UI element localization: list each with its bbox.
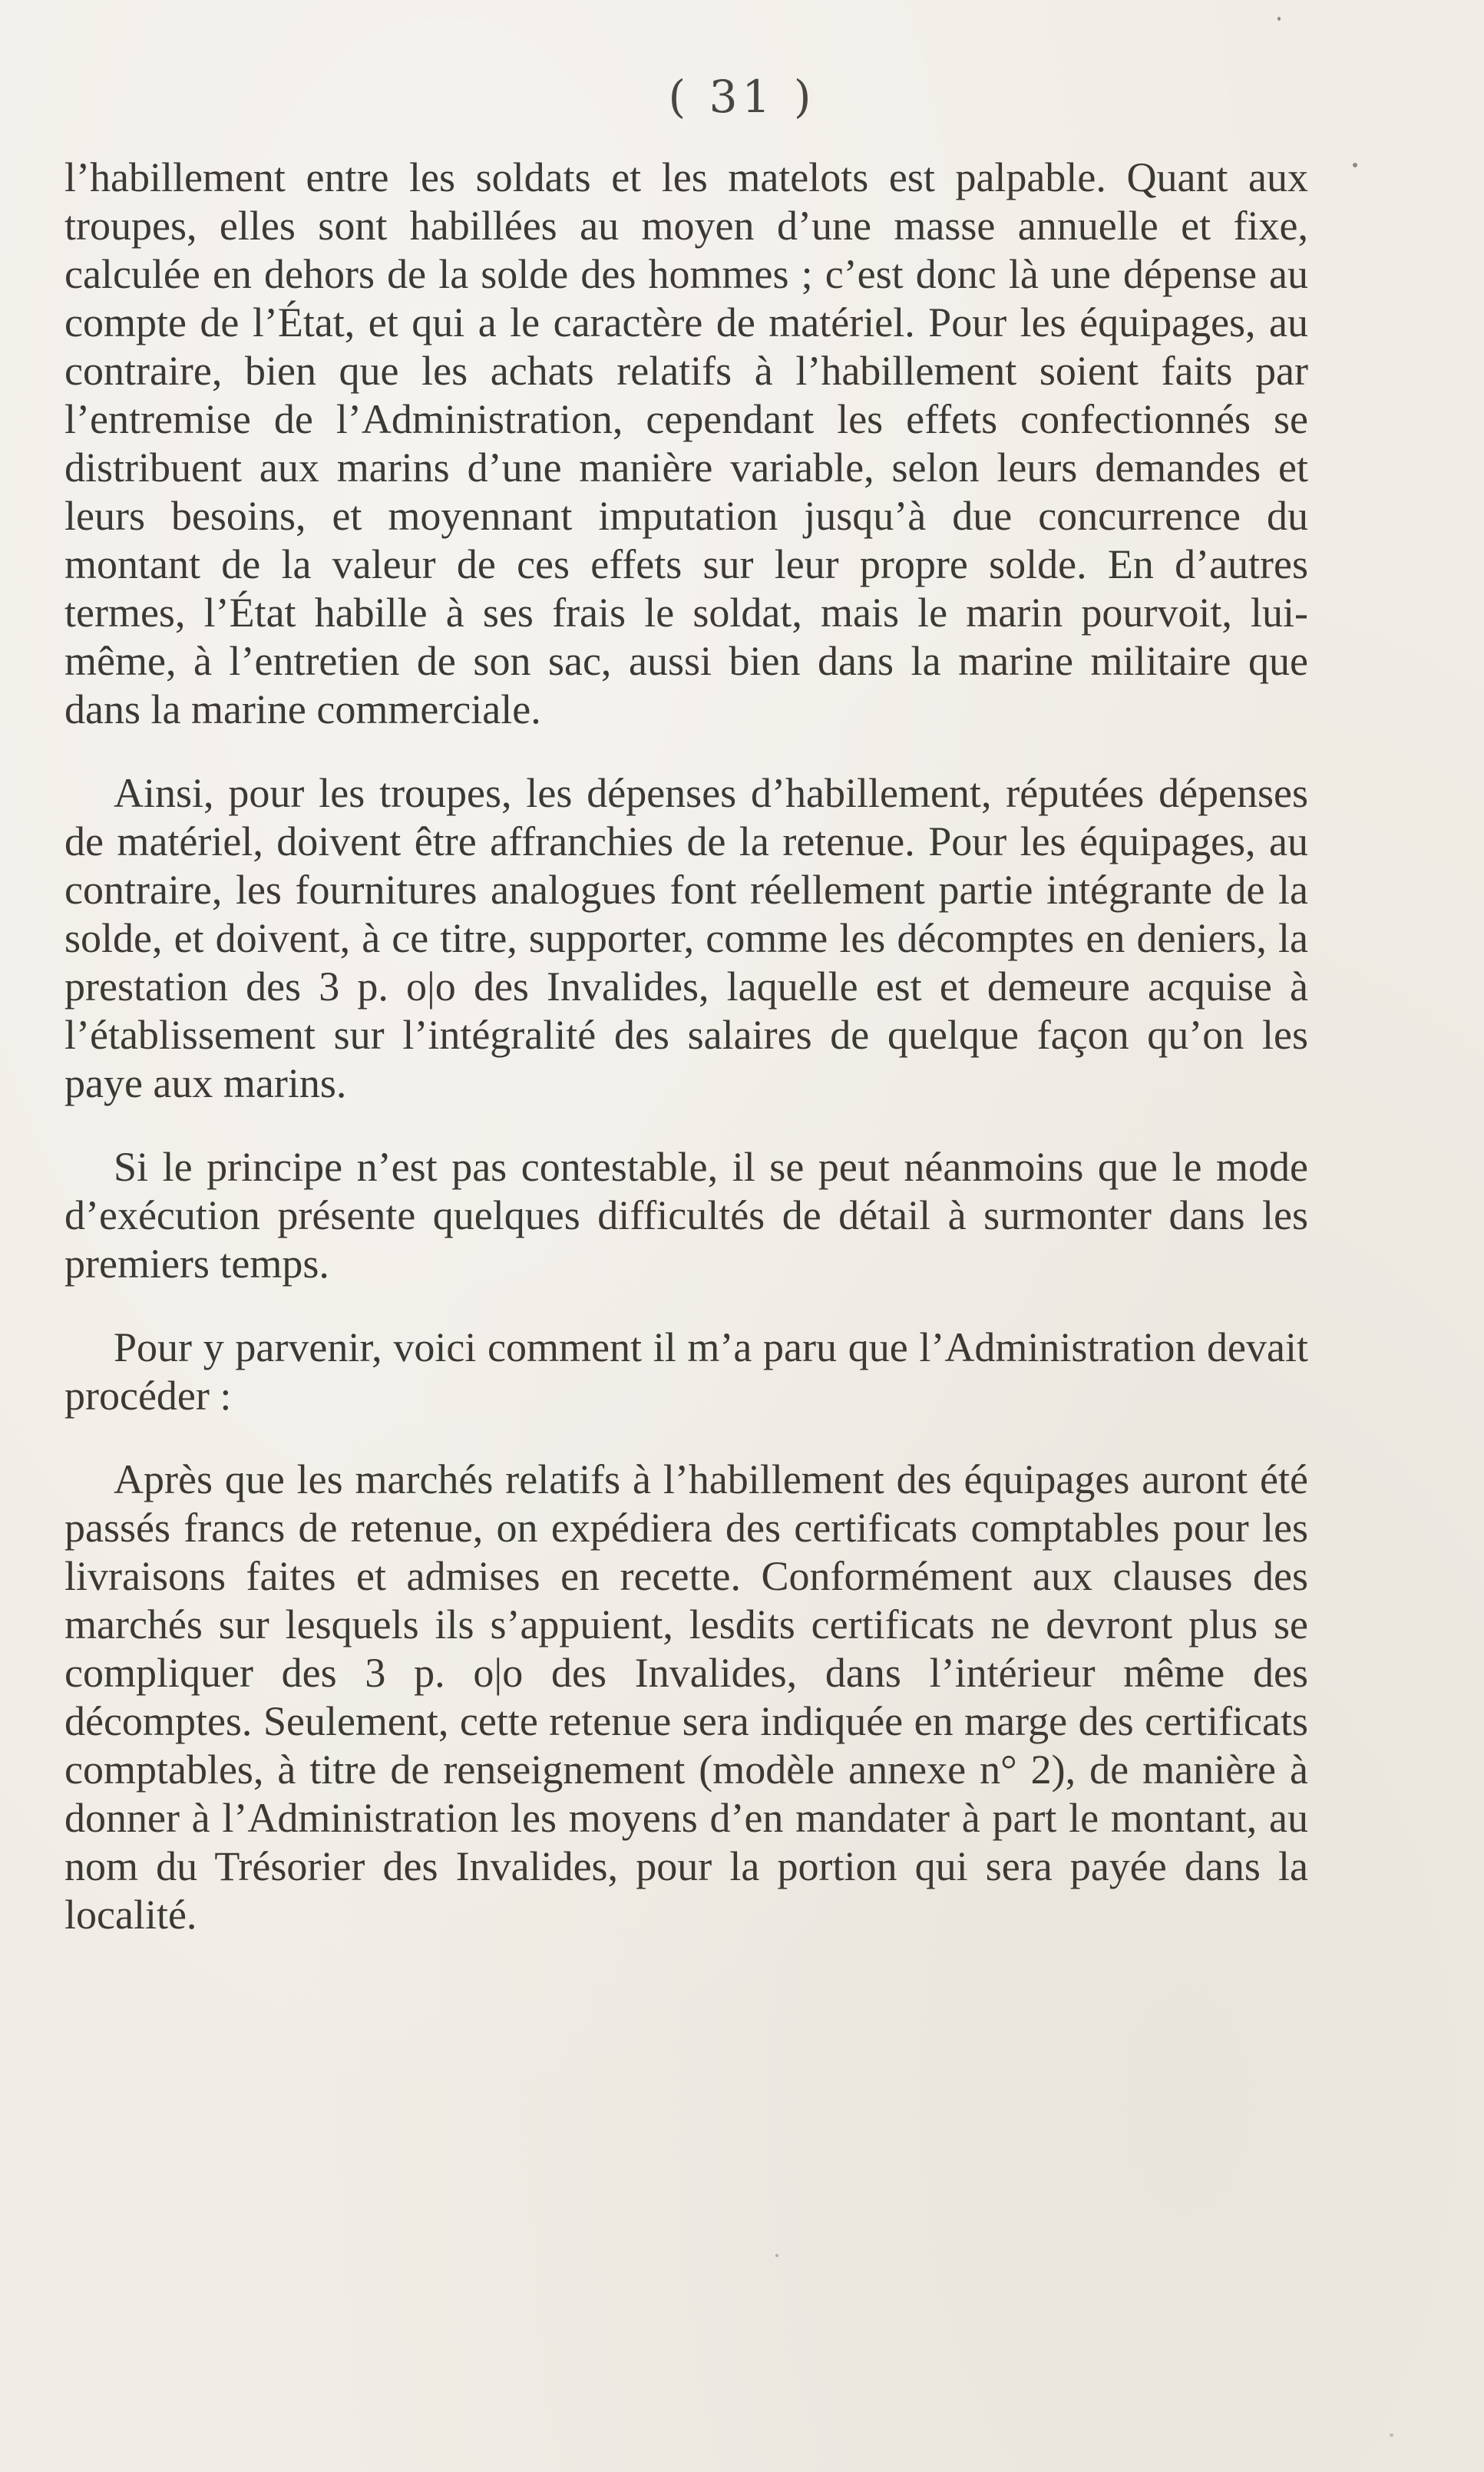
paragraph-procedure-intro: Pour y parvenir, voici comment il m’a paru que l’Administration devait procéder : xyxy=(64,1324,1308,1419)
paragraph-principe: Si le principe n’est pas contestable, il se peut néanmoins que le mode d’exécution présente quelques difficultés de détail à surmonter dans les premiers temps. xyxy=(64,1144,1308,1287)
paper-speck xyxy=(775,2254,778,2257)
paragraph-certificats: Après que les marchés relatifs à l’habillement des équipages auront été passés francs de retenue, on expédiera des certificats comptables pour les livraisons faites et admises en recette. Conformément aux clauses des marchés sur lesquels ils s’appuient, lesdits certificats ne devront plus se compliquer des 3 p. o|o des Invalides, dans l’intérieur même des décomptes. Seulement, cette retenue sera indiquée en marge des certificats comptables, à titre de renseignement (modèle annexe n° 2), de manière à donner à l’Administration les moyens d’en mandater à part le montant, au nom du Trésorier des Invalides, pour la portion qui sera payée dans la localité. xyxy=(64,1456,1308,1938)
paper-speck xyxy=(1353,163,1357,167)
paper-speck xyxy=(1277,17,1281,21)
paper-speck xyxy=(1390,2434,1393,2437)
body-text xyxy=(64,154,1308,1939)
paragraph-continuation: l’habillement entre les soldats et les matelots est palpable. Quant aux troupes, elles sont habillées au moyen d’une masse annuelle et fixe, calculée en dehors de la solde des hommes ; c’est donc là une dépense au compte de l’État, et qui a le caractère de matériel. Pour les équipages, au contraire, bien que les achats relatifs à l’habillement soient faits par l’entremise de l’Administration, cependant les effets confectionnés se distribuent aux marins d’une manière variable, selon leurs demandes et leurs besoins, et moyennant imputation jusqu’à due concurrence du montant de la valeur de ces effets sur leur propre solde. En d’autres termes, l’État habille à ses frais le soldat, mais le marin pourvoit, lui-même, à l’entretien de son sac, aussi bien dans la marine militaire que dans la marine commerciale. xyxy=(64,154,1308,732)
paragraph-troupes-equipages: Ainsi, pour les troupes, les dépenses d’habillement, réputées dépenses de matériel, doivent être affranchies de la retenue. Pour les équipages, au contraire, les fournitures analogues font réellement partie intégrante de la solde, et doivent, à ce titre, supporter, comme les décomptes en deniers, la prestation des 3 p. o|o des Invalides, laquelle est et demeure acquise à l’établissement sur l’intégralité des salaires de quelque façon qu’on les paye aux marins. xyxy=(64,770,1308,1106)
page-number: ( 31 ) xyxy=(668,71,816,123)
